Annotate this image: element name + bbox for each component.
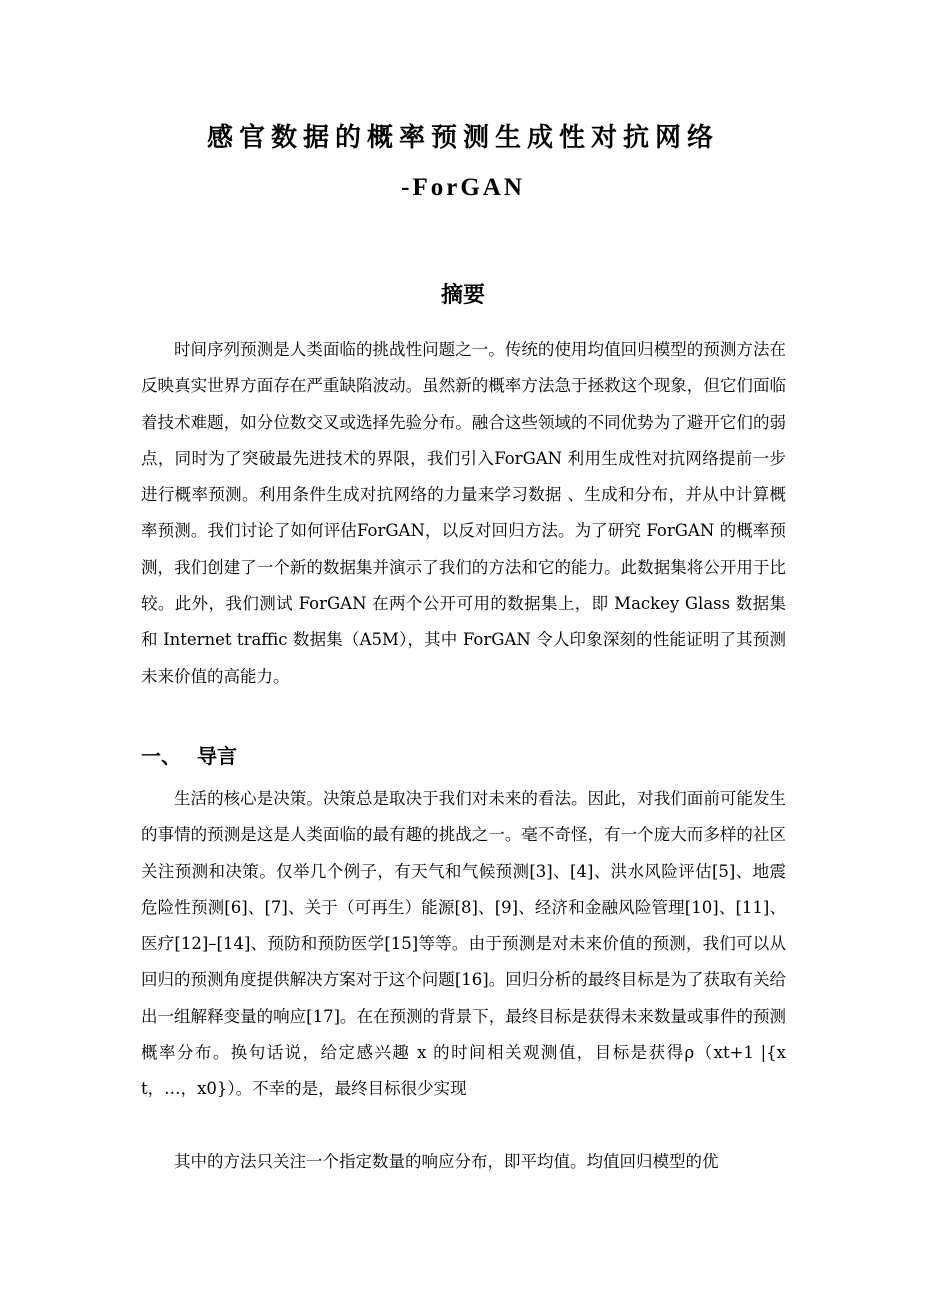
section-number: 一、 xyxy=(141,744,181,768)
abstract-heading: 摘要 xyxy=(440,283,485,308)
intro-paragraph-1: 生活的核心是决策。决策总是取决于我们对未来的看法。因此，对我们面前可能发生的事情的预测是这是人类面临的最有趣的挑战之一。毫不奇怪，有一个庞大而多样的社区关注预测和决策。仅举几个例子，有天气和气候预测[3]、[4]、洪水风险评估[5]、地震危险性预测[6]、[7]、关于（可再生）能源[8]、[9]、经济和金融风险管理[10]、[11]、医疗[12]–[14]、预防和预防医学[15]等等。由于预测是对未来价值的预测，我们可以从回归的预测角度提供解决方案对于这个问题[16]。回归分析的最终目标是为了获取有关给出一组解释变量的响应[17]。在在预测的背景下，最终目标是获得未来数量或事件的预测概率分布。换句话说，给定感兴趣 x 的时间相关观测值，目标是获得ρ（xt+1 |{xt，…，x0}）。不幸的是，最终目标很少实现 xyxy=(141,789,786,1099)
paper-subtitle: -ForGAN xyxy=(401,174,525,201)
paper-title: 感官数据的概率预测生成性对抗网络 xyxy=(206,123,719,153)
abstract-paragraph: 时间序列预测是人类面临的挑战性问题之一。传统的使用均值回归模型的预测方法在反映真实世界方面存在严重缺陷波动。虽然新的概率方法急于拯救这个现象，但它们面临着技术难题，如分位数交叉或选择先验分布。融合这些领域的不同优势为了避开它们的弱点，同时为了突破最先进技术的界限，我们引入ForGAN 利用生成性对抗网络提前一步进行概率预测。利用条件生成对抗网络的力量来学习数据 、生成和分布，并从中计算概率预测。我们讨论了如何评估ForGAN，以反对回归方法。为了研究 ForGAN 的概率预测，我们创建了一个新的数据集并演示了我们的方法和它的能力。此数据集将公开用于比较。此外，我们测试 ForGAN 在两个公开可用的数据集上，即 Mackey Glass 数据集和 Internet traffic 数据集（A5M），其中 ForGAN 令人印象深刻的性能证明了其预测未来价值的高能力。 xyxy=(141,340,786,686)
section-heading-introduction xyxy=(141,738,237,774)
section-title: 导言 xyxy=(197,744,237,768)
intro-paragraph-2: 其中的方法只关注一个指定数量的响应分布，即平均值。均值回归模型的优 xyxy=(174,1152,719,1171)
